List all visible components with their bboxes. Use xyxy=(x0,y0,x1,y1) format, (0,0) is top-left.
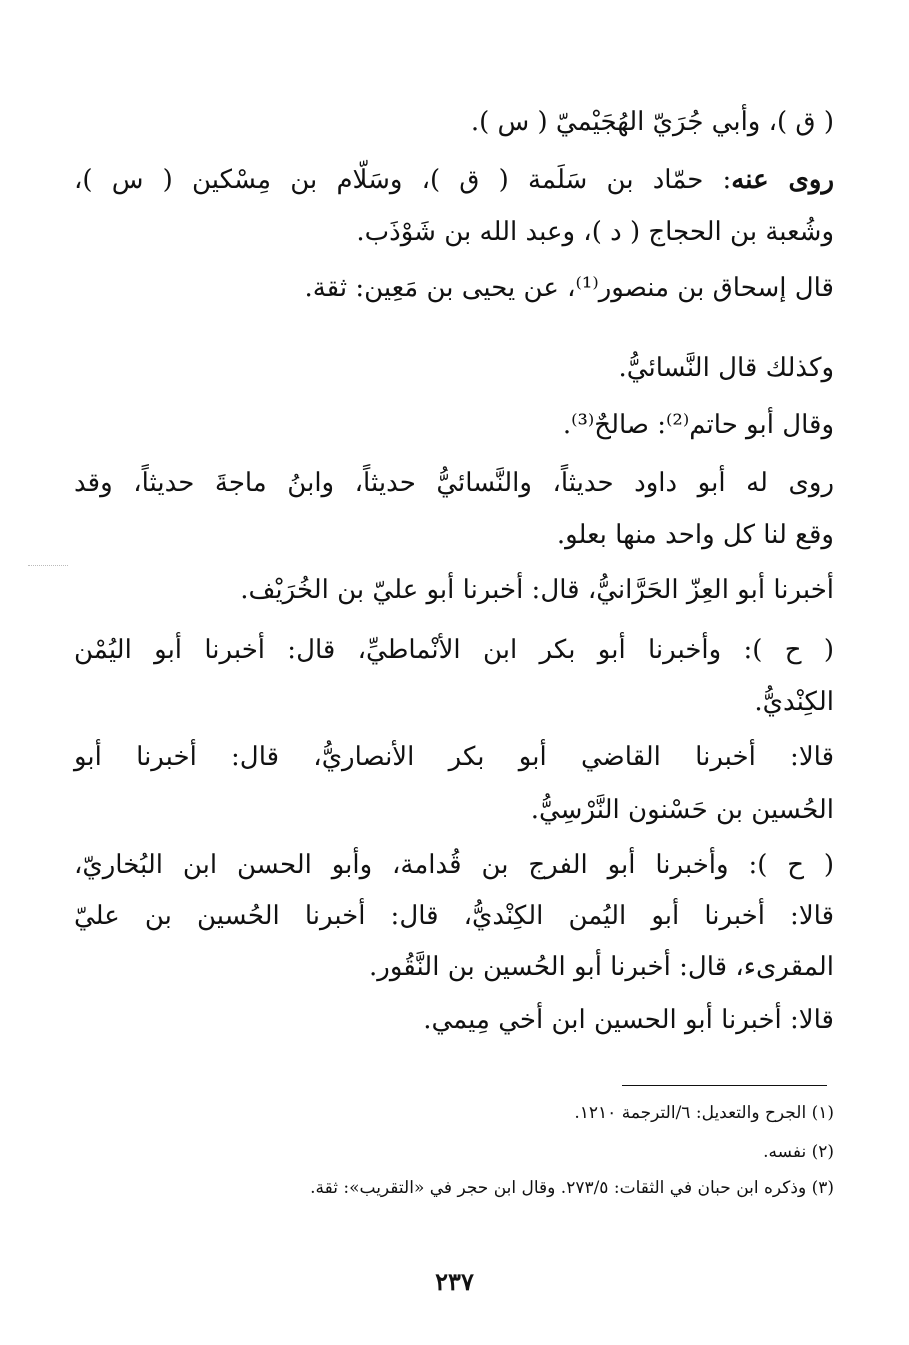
text-line-2 xyxy=(74,160,834,200)
footnote-3: (٣) وذكره ابن حبان في الثقات: ٢٧٣/٥. وقال ابن حجر في «التقريب»: ثقة. xyxy=(310,1178,834,1198)
text-line-14: ( ح ): وأخبرنا أبو الفرج بن قُدامة، وأبو الحسن ابن البُخاريّ، xyxy=(74,850,834,880)
text-line-15: قالا: أخبرنا أبو اليُمن الكِنْديُّ، قال: أخبرنا الحُسين بن عليّ xyxy=(74,901,834,931)
text-line-6: وقال أبو حاتم⁽²⁾: صالحٌ⁽³⁾. xyxy=(562,410,834,440)
text-line-17: قالا: أخبرنا أبو الحسين ابن أخي مِيمي. xyxy=(423,1005,834,1035)
text-line-12: قالا: أخبرنا القاضي أبو بكر الأنصاريُّ، قال: أخبرنا أبو xyxy=(74,742,834,772)
text-line-3: وشُعبة بن الحجاج ( د )، وعبد الله بن شَوْذَب. xyxy=(356,217,834,247)
text-line-5: وكذلك قال النَّسائيُّ. xyxy=(618,353,834,383)
text-line-10: ( ح ): وأخبرنا أبو بكر ابن الأنْماطيِّ، قال: أخبرنا أبو اليُمْن xyxy=(74,635,834,665)
text-line-2-rest: : حمّاد بن سَلَمة ( ق )، وسَلّام بن مِسْكين ( س )، xyxy=(74,165,732,195)
text-line-1: ( ق )، وأبي جُرَيّ الهُجَيْميّ ( س ). xyxy=(470,107,834,137)
text-line-11: الكِنْديُّ. xyxy=(754,687,834,717)
text-line-13: الحُسين بن حَسْنون النَّرْسِيُّ. xyxy=(530,795,834,825)
footnote-1: (١) الجرح والتعديل: ٦/الترجمة ١٢١٠. xyxy=(574,1103,834,1123)
footnote-separator xyxy=(622,1085,827,1086)
margin-mark xyxy=(28,565,68,566)
text-line-9: أخبرنا أبو العِزّ الحَرَّانيُّ، قال: أخبرنا أبو عليّ بن الخُرَيْف. xyxy=(240,575,834,605)
narrators-label: روى عنه xyxy=(731,165,835,195)
text-line-7: روى له أبو داود حديثاً، والنَّسائيُّ حديثاً، وابنُ ماجةَ حديثاً، وقد xyxy=(74,468,834,498)
text-line-4: قال إسحاق بن منصور⁽¹⁾، عن يحيى بن مَعِين: ثقة. xyxy=(304,273,834,303)
page-number: ٢٣٧ xyxy=(435,1267,474,1296)
footnote-2: (٢) نفسه. xyxy=(763,1142,834,1162)
text-line-16: المقرىء، قال: أخبرنا أبو الحُسين بن النَّقُور. xyxy=(369,952,834,982)
text-line-8: وقع لنا كل واحد منها بعلو. xyxy=(556,520,834,550)
